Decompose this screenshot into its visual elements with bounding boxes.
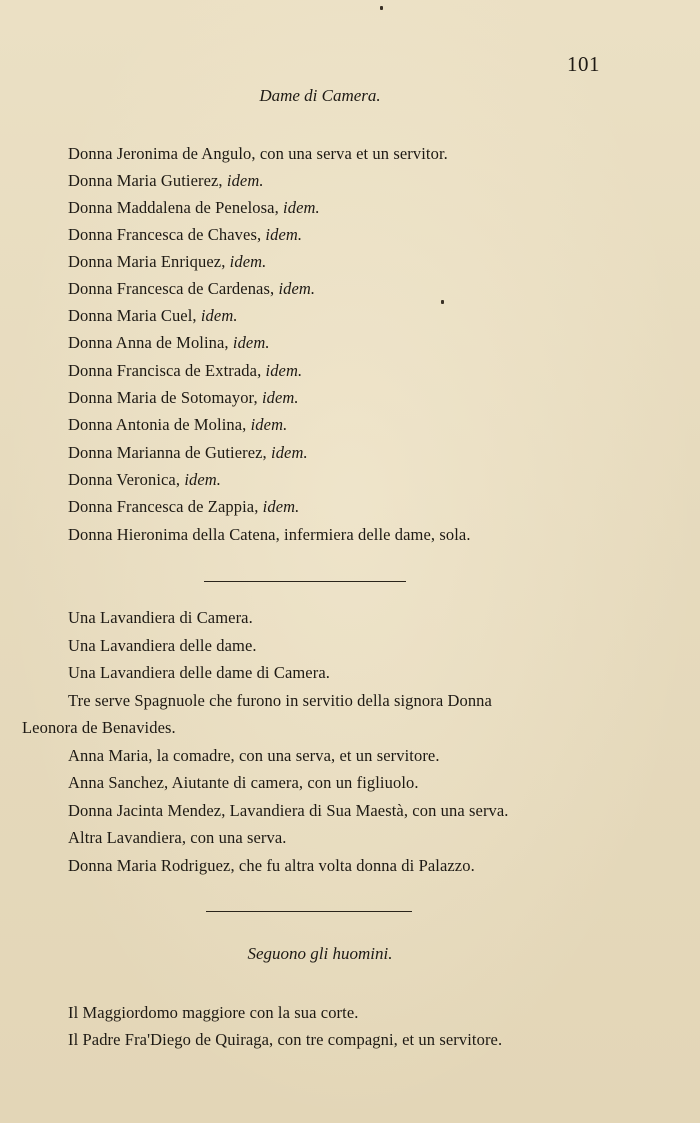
section-heading-dame: Dame di Camera.: [259, 86, 381, 105]
dame-entry: Donna Jeronima de Angulo, con una serva et un servitor.: [68, 144, 448, 163]
servant-entry: Una Lavandiera delle dame.: [68, 636, 257, 655]
dame-entry: Donna Maria Cuel, idem.: [68, 306, 238, 325]
section-divider: [204, 581, 406, 582]
section-divider: [206, 911, 412, 912]
ink-speck: [441, 300, 444, 304]
dame-entry: Donna Hieronima della Catena, infermiera delle dame, sola.: [68, 525, 471, 544]
dame-entry: Donna Antonia de Molina, idem.: [68, 415, 288, 434]
servant-entry-continuation: Leonora de Benavides.: [22, 718, 176, 737]
servant-entry: Altra Lavandiera, con una serva.: [68, 828, 287, 847]
servant-entry: Una Lavandiera di Camera.: [68, 608, 253, 627]
dame-entry: Donna Maria Gutierez, idem.: [68, 171, 264, 190]
servant-entry: Anna Sanchez, Aiutante di camera, con un figliuolo.: [68, 773, 419, 792]
servant-entry: Anna Maria, la comadre, con una serva, et un servitore.: [68, 746, 440, 765]
dame-entry: Donna Veronica, idem.: [68, 470, 222, 489]
dame-entry: Donna Maria de Sotomayor, idem.: [68, 388, 299, 407]
servant-entry: Una Lavandiera delle dame di Camera.: [68, 663, 330, 682]
dame-entry: Donna Maddalena de Penelosa, idem.: [68, 198, 320, 217]
servant-entry: Tre serve Spagnuole che furono in servitio della signora Donna: [68, 691, 492, 710]
dame-entry: Donna Marianna de Gutierez, idem.: [68, 443, 308, 462]
servant-entry: Donna Maria Rodriguez, che fu altra volta donna di Palazzo.: [68, 856, 475, 875]
servant-entry: Donna Jacinta Mendez, Lavandiera di Sua Maestà, con una serva.: [68, 801, 509, 820]
uomini-entry: Il Padre Fra'Diego de Quiraga, con tre compagni, et un servitore.: [68, 1030, 503, 1049]
dame-entry: Donna Francesca de Cardenas, idem.: [68, 279, 316, 298]
section-heading-uomini: Seguono gli huomini.: [247, 944, 393, 963]
page-number: 101: [567, 52, 600, 76]
dame-entry: Donna Anna de Molina, idem.: [68, 333, 270, 352]
uomini-entry: Il Maggiordomo maggiore con la sua corte.: [68, 1003, 359, 1022]
dame-entry: Donna Francisca de Extrada, idem.: [68, 361, 303, 380]
dame-entry: Donna Francesca de Chaves, idem.: [68, 225, 303, 244]
dame-entry: Donna Francesca de Zappia, idem.: [68, 497, 300, 516]
dame-entry: Donna Maria Enriquez, idem.: [68, 252, 267, 271]
ink-speck: [380, 6, 383, 10]
